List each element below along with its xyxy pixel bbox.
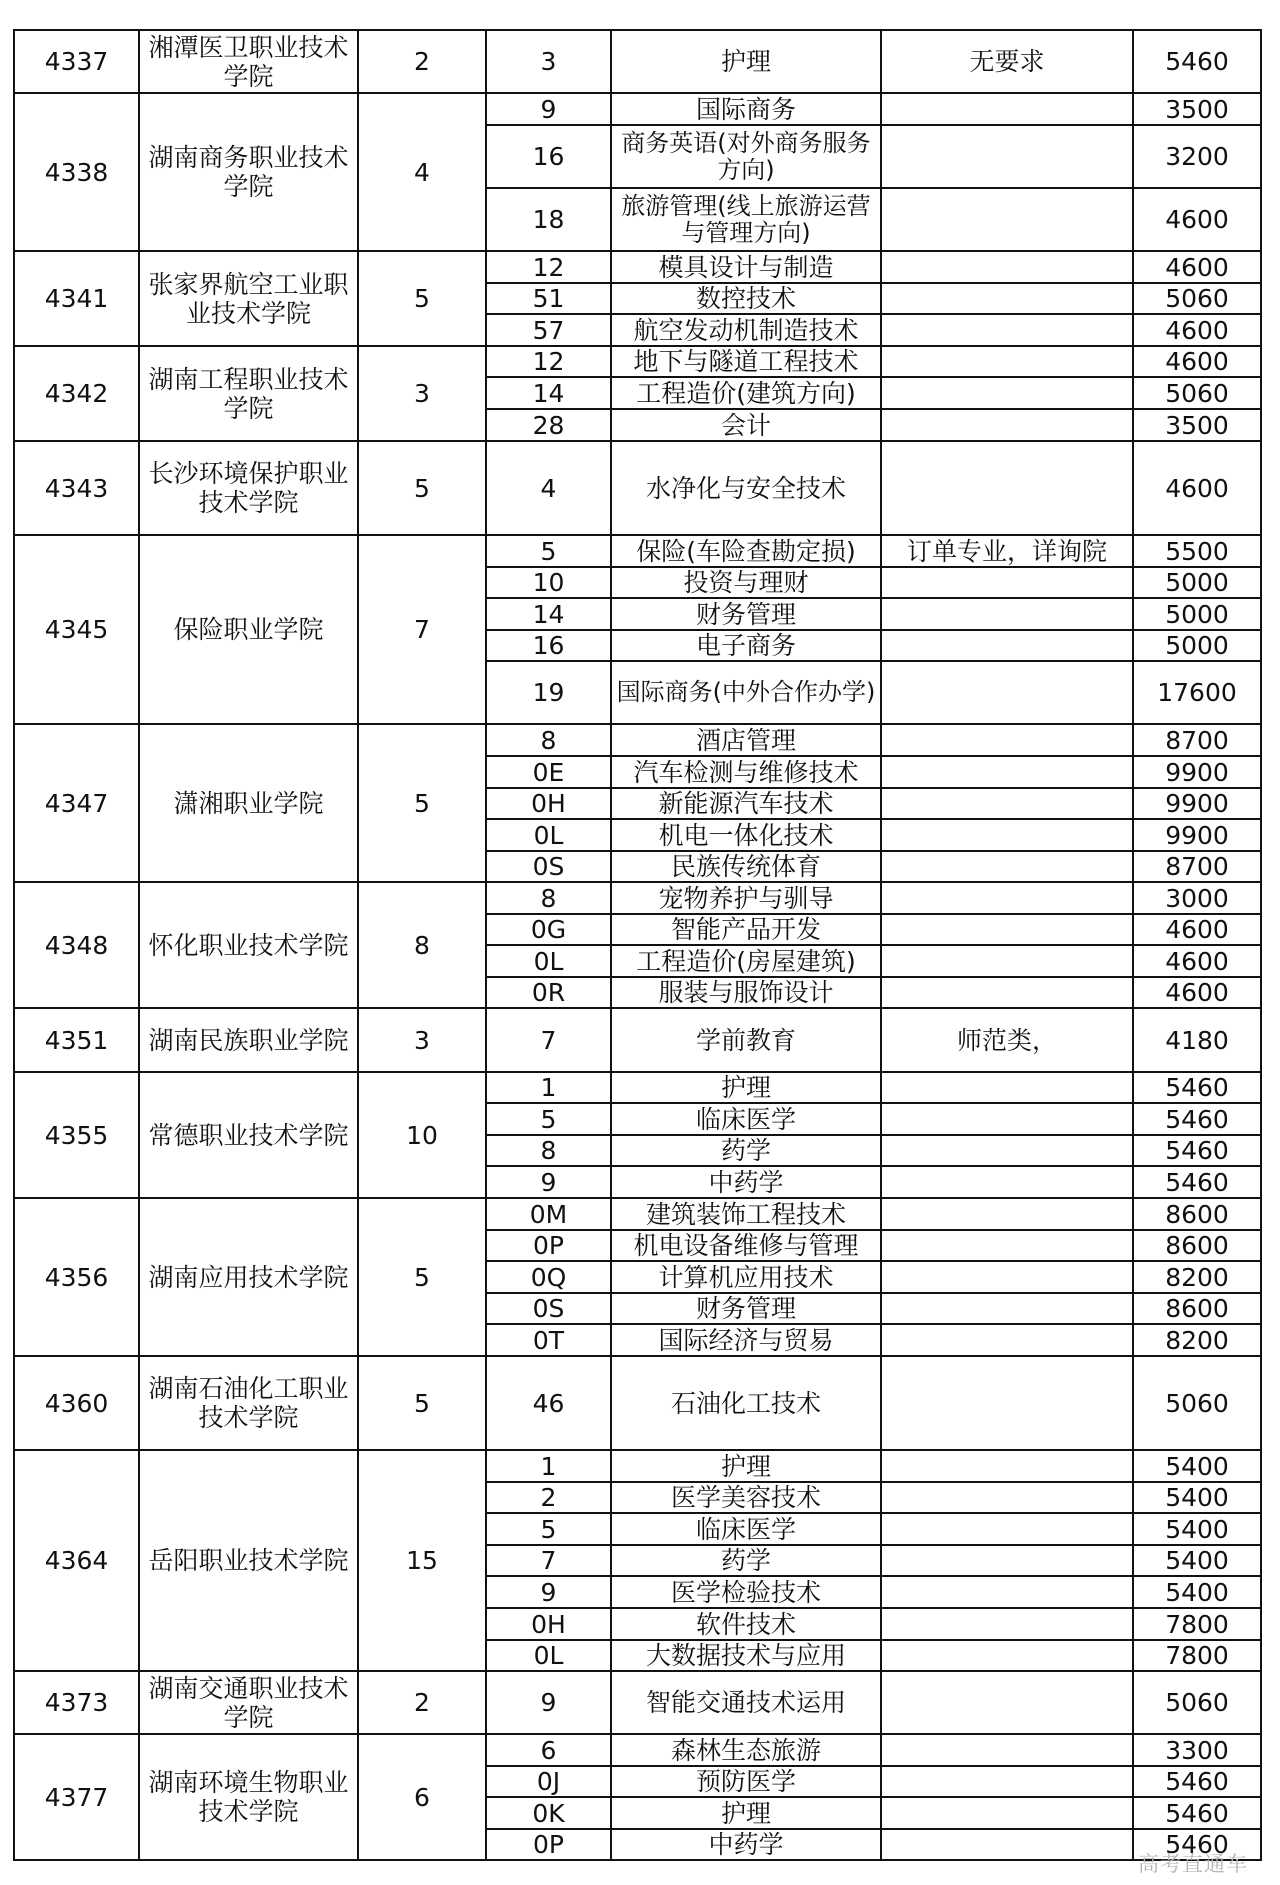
fee-cell: 8600 <box>1133 1230 1261 1261</box>
school-code-cell: 4373 <box>14 1671 139 1734</box>
fee-cell: 3500 <box>1133 409 1261 441</box>
enrollment-table <box>13 29 1262 1861</box>
fee-cell: 5460 <box>1133 1103 1261 1135</box>
fee-cell: 4600 <box>1133 188 1261 251</box>
fee-cell: 7800 <box>1133 1608 1261 1640</box>
fee-cell: 5460 <box>1133 1072 1261 1103</box>
major-code-cell: 28 <box>486 409 611 441</box>
school-name-cell: 湖南工程职业技术学院 <box>139 346 358 441</box>
fee-cell: 4600 <box>1133 346 1261 377</box>
school-code-cell: 4364 <box>14 1450 139 1671</box>
fee-cell: 5400 <box>1133 1450 1261 1482</box>
major-code-cell: 57 <box>486 314 611 346</box>
note-cell <box>881 346 1133 377</box>
fee-cell: 5000 <box>1133 630 1261 661</box>
major-code-cell: 0L <box>486 1640 611 1671</box>
major-code-cell: 14 <box>486 598 611 630</box>
fee-cell: 3500 <box>1133 93 1261 125</box>
plan-count-cell: 8 <box>358 882 486 1008</box>
major-code-cell: 0H <box>486 1608 611 1640</box>
note-cell <box>881 1356 1133 1450</box>
school-name-cell: 湖南民族职业学院 <box>139 1008 358 1072</box>
school-name-cell: 常德职业技术学院 <box>139 1072 358 1198</box>
fee-cell: 4600 <box>1133 441 1261 535</box>
major-name-cell: 临床医学 <box>611 1103 881 1135</box>
fee-cell: 3300 <box>1133 1734 1261 1766</box>
major-code-cell: 8 <box>486 882 611 914</box>
fee-cell: 5400 <box>1133 1482 1261 1513</box>
fee-cell: 5400 <box>1133 1545 1261 1576</box>
fee-cell: 8600 <box>1133 1293 1261 1324</box>
table-row <box>14 1450 1261 1482</box>
major-name-cell: 石油化工技术 <box>611 1356 881 1450</box>
major-name-cell: 宠物养护与驯导 <box>611 882 881 914</box>
note-cell <box>881 1829 1133 1860</box>
note-cell <box>881 1135 1133 1166</box>
school-code-cell: 4342 <box>14 346 139 441</box>
note-cell <box>881 1766 1133 1797</box>
major-code-cell: 8 <box>486 1135 611 1166</box>
plan-count-cell: 3 <box>358 1008 486 1072</box>
school-code-cell: 4355 <box>14 1072 139 1198</box>
note-cell <box>881 1734 1133 1766</box>
note-cell <box>881 914 1133 945</box>
school-code-cell: 4347 <box>14 724 139 882</box>
major-name-cell: 森林生态旅游 <box>611 1734 881 1766</box>
fee-cell: 8200 <box>1133 1324 1261 1356</box>
major-code-cell: 2 <box>486 1482 611 1513</box>
table-row <box>14 882 1261 914</box>
note-cell <box>881 1576 1133 1608</box>
major-name-cell: 旅游管理(线上旅游运营与管理方向) <box>611 188 881 251</box>
fee-cell: 5500 <box>1133 535 1261 567</box>
major-name-cell: 智能交通技术运用 <box>611 1671 881 1734</box>
fee-cell: 4600 <box>1133 314 1261 346</box>
school-code-cell: 4338 <box>14 93 139 251</box>
school-name-cell: 湖南交通职业技术学院 <box>139 1671 358 1734</box>
table-row <box>14 724 1261 756</box>
school-name-cell: 湖南应用技术学院 <box>139 1198 358 1356</box>
major-name-cell: 中药学 <box>611 1166 881 1198</box>
watermark: 高考直通车 <box>1138 1852 1248 1876</box>
fee-cell: 5400 <box>1133 1513 1261 1545</box>
major-code-cell: 5 <box>486 1513 611 1545</box>
table-row <box>14 30 1261 93</box>
major-name-cell: 学前教育 <box>611 1008 881 1072</box>
major-name-cell: 国际商务 <box>611 93 881 125</box>
major-name-cell: 智能产品开发 <box>611 914 881 945</box>
major-name-cell: 工程造价(建筑方向) <box>611 377 881 409</box>
school-name-cell: 保险职业学院 <box>139 535 358 724</box>
major-code-cell: 18 <box>486 188 611 251</box>
major-name-cell: 医学美容技术 <box>611 1482 881 1513</box>
table-row <box>14 93 1261 125</box>
major-code-cell: 7 <box>486 1545 611 1576</box>
major-name-cell: 医学检验技术 <box>611 1576 881 1608</box>
major-code-cell: 0L <box>486 819 611 851</box>
major-code-cell: 0J <box>486 1766 611 1797</box>
note-cell <box>881 788 1133 819</box>
note-cell <box>881 314 1133 346</box>
major-name-cell: 护理 <box>611 30 881 93</box>
note-cell <box>881 1513 1133 1545</box>
note-cell <box>881 1482 1133 1513</box>
fee-cell: 5460 <box>1133 1166 1261 1198</box>
major-code-cell: 19 <box>486 661 611 724</box>
major-code-cell: 0E <box>486 756 611 788</box>
major-name-cell: 水净化与安全技术 <box>611 441 881 535</box>
note-cell <box>881 1324 1133 1356</box>
note-cell <box>881 125 1133 188</box>
major-name-cell: 航空发动机制造技术 <box>611 314 881 346</box>
fee-cell: 5060 <box>1133 1671 1261 1734</box>
major-code-cell: 8 <box>486 724 611 756</box>
major-name-cell: 建筑装饰工程技术 <box>611 1198 881 1230</box>
fee-cell: 3000 <box>1133 882 1261 914</box>
fee-cell: 5060 <box>1133 1356 1261 1450</box>
school-code-cell: 4337 <box>14 30 139 93</box>
note-cell <box>881 630 1133 661</box>
note-cell <box>881 1072 1133 1103</box>
fee-cell: 8700 <box>1133 851 1261 882</box>
school-code-cell: 4348 <box>14 882 139 1008</box>
major-code-cell: 1 <box>486 1072 611 1103</box>
major-code-cell: 3 <box>486 30 611 93</box>
table-row <box>14 1356 1261 1450</box>
major-code-cell: 51 <box>486 283 611 314</box>
major-name-cell: 工程造价(房屋建筑) <box>611 945 881 977</box>
plan-count-cell: 4 <box>358 93 486 251</box>
major-code-cell: 16 <box>486 125 611 188</box>
note-cell: 订单专业，详询院 <box>881 535 1133 567</box>
plan-count-cell: 10 <box>358 1072 486 1198</box>
major-name-cell: 软件技术 <box>611 1608 881 1640</box>
note-cell <box>881 409 1133 441</box>
fee-cell: 7800 <box>1133 1640 1261 1671</box>
major-name-cell: 预防医学 <box>611 1766 881 1797</box>
major-name-cell: 新能源汽车技术 <box>611 788 881 819</box>
school-code-cell: 4341 <box>14 251 139 346</box>
major-code-cell: 9 <box>486 93 611 125</box>
school-code-cell: 4343 <box>14 441 139 535</box>
school-code-cell: 4351 <box>14 1008 139 1072</box>
major-code-cell: 10 <box>486 567 611 598</box>
school-name-cell: 湘潭医卫职业技术学院 <box>139 30 358 93</box>
note-cell <box>881 945 1133 977</box>
major-code-cell: 4 <box>486 441 611 535</box>
major-name-cell: 护理 <box>611 1072 881 1103</box>
major-code-cell: 0R <box>486 977 611 1008</box>
fee-cell: 9900 <box>1133 756 1261 788</box>
major-name-cell: 模具设计与制造 <box>611 251 881 283</box>
plan-count-cell: 5 <box>358 251 486 346</box>
note-cell <box>881 1293 1133 1324</box>
major-code-cell: 14 <box>486 377 611 409</box>
fee-cell: 5460 <box>1133 1135 1261 1166</box>
note-cell <box>881 1198 1133 1230</box>
note-cell <box>881 1797 1133 1829</box>
major-code-cell: 0P <box>486 1230 611 1261</box>
major-name-cell: 财务管理 <box>611 598 881 630</box>
major-code-cell: 0M <box>486 1198 611 1230</box>
plan-count-cell: 2 <box>358 1671 486 1734</box>
school-code-cell: 4345 <box>14 535 139 724</box>
fee-cell: 3200 <box>1133 125 1261 188</box>
major-name-cell: 国际商务(中外合作办学) <box>611 661 881 724</box>
note-cell: 师范类， <box>881 1008 1133 1072</box>
major-name-cell: 大数据技术与应用 <box>611 1640 881 1671</box>
fee-cell: 4600 <box>1133 251 1261 283</box>
note-cell <box>881 661 1133 724</box>
major-name-cell: 会计 <box>611 409 881 441</box>
fee-cell: 5460 <box>1133 1766 1261 1797</box>
major-code-cell: 12 <box>486 346 611 377</box>
fee-cell: 4180 <box>1133 1008 1261 1072</box>
school-name-cell: 潇湘职业学院 <box>139 724 358 882</box>
major-code-cell: 1 <box>486 1450 611 1482</box>
note-cell <box>881 1230 1133 1261</box>
major-code-cell: 0K <box>486 1797 611 1829</box>
major-name-cell: 电子商务 <box>611 630 881 661</box>
school-name-cell: 怀化职业技术学院 <box>139 882 358 1008</box>
school-name-cell: 湖南石油化工职业技术学院 <box>139 1356 358 1450</box>
school-name-cell: 长沙环境保护职业技术学院 <box>139 441 358 535</box>
major-code-cell: 5 <box>486 1103 611 1135</box>
table-row <box>14 1072 1261 1103</box>
fee-cell: 5060 <box>1133 377 1261 409</box>
major-name-cell: 国际经济与贸易 <box>611 1324 881 1356</box>
major-name-cell: 中药学 <box>611 1829 881 1860</box>
note-cell <box>881 1545 1133 1576</box>
table-body <box>14 30 1261 1860</box>
major-code-cell: 6 <box>486 1734 611 1766</box>
fee-cell: 8200 <box>1133 1261 1261 1293</box>
note-cell <box>881 819 1133 851</box>
major-code-cell: 5 <box>486 535 611 567</box>
fee-cell: 8600 <box>1133 1198 1261 1230</box>
note-cell <box>881 1103 1133 1135</box>
note-cell <box>881 977 1133 1008</box>
plan-count-cell: 5 <box>358 441 486 535</box>
major-code-cell: 0S <box>486 1293 611 1324</box>
major-code-cell: 0S <box>486 851 611 882</box>
table-row <box>14 251 1261 283</box>
fee-cell: 9900 <box>1133 788 1261 819</box>
fee-cell: 5460 <box>1133 30 1261 93</box>
note-cell <box>881 1450 1133 1482</box>
major-code-cell: 0P <box>486 1829 611 1860</box>
note-cell: 无要求 <box>881 30 1133 93</box>
fee-cell: 4600 <box>1133 977 1261 1008</box>
major-code-cell: 46 <box>486 1356 611 1450</box>
note-cell <box>881 851 1133 882</box>
note-cell <box>881 1608 1133 1640</box>
major-code-cell: 16 <box>486 630 611 661</box>
major-name-cell: 民族传统体育 <box>611 851 881 882</box>
table-row <box>14 1671 1261 1734</box>
note-cell <box>881 567 1133 598</box>
major-code-cell: 0L <box>486 945 611 977</box>
plan-count-cell: 2 <box>358 30 486 93</box>
note-cell <box>881 377 1133 409</box>
note-cell <box>881 756 1133 788</box>
plan-count-cell: 5 <box>358 724 486 882</box>
major-code-cell: 0H <box>486 788 611 819</box>
major-name-cell: 机电设备维修与管理 <box>611 1230 881 1261</box>
school-name-cell: 岳阳职业技术学院 <box>139 1450 358 1671</box>
table-row <box>14 1008 1261 1072</box>
major-name-cell: 护理 <box>611 1797 881 1829</box>
plan-count-cell: 5 <box>358 1356 486 1450</box>
note-cell <box>881 1261 1133 1293</box>
table-row <box>14 1734 1261 1766</box>
note-cell <box>881 1640 1133 1671</box>
school-code-cell: 4377 <box>14 1734 139 1860</box>
fee-cell: 5460 <box>1133 1829 1261 1860</box>
major-name-cell: 商务英语(对外商务服务方向) <box>611 125 881 188</box>
major-code-cell: 9 <box>486 1671 611 1734</box>
plan-count-cell: 15 <box>358 1450 486 1671</box>
table-row <box>14 1198 1261 1230</box>
major-name-cell: 酒店管理 <box>611 724 881 756</box>
major-code-cell: 0T <box>486 1324 611 1356</box>
note-cell <box>881 93 1133 125</box>
major-name-cell: 投资与理财 <box>611 567 881 598</box>
plan-count-cell: 3 <box>358 346 486 441</box>
note-cell <box>881 1166 1133 1198</box>
fee-cell: 9900 <box>1133 819 1261 851</box>
note-cell <box>881 724 1133 756</box>
school-name-cell: 张家界航空工业职业技术学院 <box>139 251 358 346</box>
note-cell <box>881 251 1133 283</box>
major-name-cell: 临床医学 <box>611 1513 881 1545</box>
table-row <box>14 535 1261 567</box>
fee-cell: 5000 <box>1133 598 1261 630</box>
major-name-cell: 计算机应用技术 <box>611 1261 881 1293</box>
table-row <box>14 346 1261 377</box>
school-name-cell: 湖南商务职业技术学院 <box>139 93 358 251</box>
major-name-cell: 保险(车险查勘定损) <box>611 535 881 567</box>
note-cell <box>881 188 1133 251</box>
major-name-cell: 汽车检测与维修技术 <box>611 756 881 788</box>
fee-cell: 5000 <box>1133 567 1261 598</box>
major-name-cell: 护理 <box>611 1450 881 1482</box>
note-cell <box>881 441 1133 535</box>
major-name-cell: 服装与服饰设计 <box>611 977 881 1008</box>
major-code-cell: 0Q <box>486 1261 611 1293</box>
fee-cell: 5400 <box>1133 1576 1261 1608</box>
major-code-cell: 7 <box>486 1008 611 1072</box>
fee-cell: 4600 <box>1133 945 1261 977</box>
note-cell <box>881 598 1133 630</box>
note-cell <box>881 882 1133 914</box>
school-code-cell: 4356 <box>14 1198 139 1356</box>
major-code-cell: 9 <box>486 1166 611 1198</box>
table-row <box>14 441 1261 535</box>
major-code-cell: 12 <box>486 251 611 283</box>
major-name-cell: 财务管理 <box>611 1293 881 1324</box>
major-name-cell: 数控技术 <box>611 283 881 314</box>
major-name-cell: 药学 <box>611 1135 881 1166</box>
note-cell <box>881 283 1133 314</box>
fee-cell: 4600 <box>1133 914 1261 945</box>
plan-count-cell: 7 <box>358 535 486 724</box>
major-name-cell: 机电一体化技术 <box>611 819 881 851</box>
fee-cell: 5060 <box>1133 283 1261 314</box>
fee-cell: 8700 <box>1133 724 1261 756</box>
major-name-cell: 药学 <box>611 1545 881 1576</box>
school-code-cell: 4360 <box>14 1356 139 1450</box>
school-name-cell: 湖南环境生物职业技术学院 <box>139 1734 358 1860</box>
fee-cell: 17600 <box>1133 661 1261 724</box>
major-name-cell: 地下与隧道工程技术 <box>611 346 881 377</box>
major-code-cell: 0G <box>486 914 611 945</box>
fee-cell: 5460 <box>1133 1797 1261 1829</box>
plan-count-cell: 5 <box>358 1198 486 1356</box>
plan-count-cell: 6 <box>358 1734 486 1860</box>
note-cell <box>881 1671 1133 1734</box>
major-code-cell: 9 <box>486 1576 611 1608</box>
